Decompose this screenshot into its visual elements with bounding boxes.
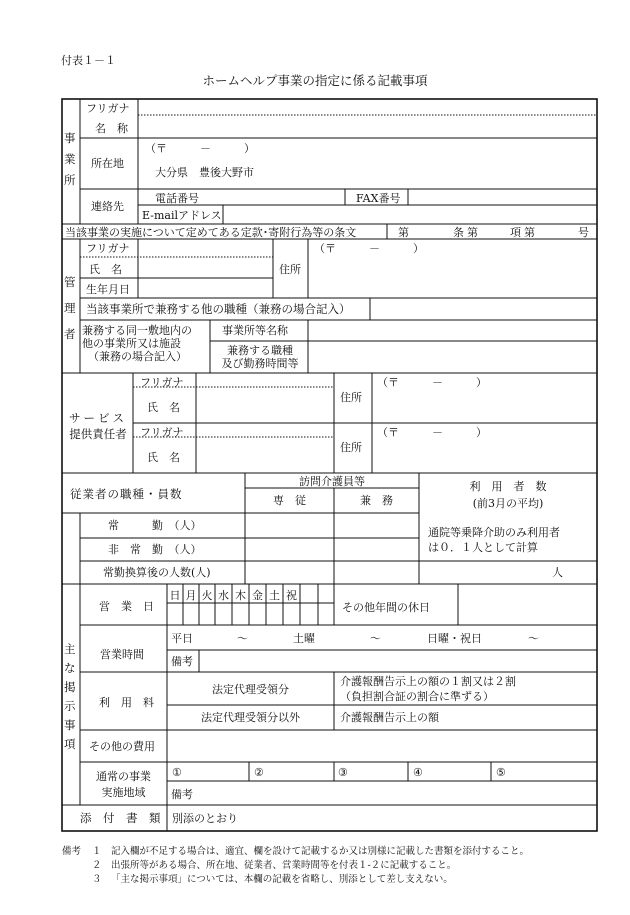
- hours-remarks-field[interactable]: [200, 651, 596, 671]
- note-3-num: ３: [92, 874, 102, 885]
- other-holidays-label: その他年間の休日: [342, 601, 430, 614]
- person-unit: 人: [552, 566, 563, 579]
- fulltime-staff-label: 常 勤 （人）: [108, 519, 202, 532]
- users-note: 通院等乗降介助のみ利用者 は０．１人として計算: [428, 526, 560, 554]
- manager-concurrent-label: 当該事業所で兼務する他の職種（兼務の場合記入）: [86, 302, 351, 316]
- weekday-label: 平日: [171, 632, 193, 645]
- service-area-label: 通常の事業 実施地域: [96, 770, 151, 799]
- sm1-name-field[interactable]: [197, 388, 333, 422]
- area-5-num: ⑤: [496, 766, 506, 779]
- office-section-label: 事 業 所: [64, 131, 76, 187]
- phone-label: 電話番号: [155, 192, 199, 205]
- email-label: E-mailアドレス: [142, 209, 222, 222]
- users-count-field[interactable]: [420, 562, 550, 583]
- staff-header-label: 従業者の職種・員数: [70, 487, 183, 501]
- day-thu: 木: [235, 589, 246, 602]
- area-4-num: ④: [413, 766, 423, 779]
- parttime-concurrent-field[interactable]: [335, 539, 418, 560]
- area-remarks-label: 備考: [171, 788, 193, 801]
- attachments-value: 別添のとおり: [172, 812, 238, 825]
- hours-remarks-label: 備考: [171, 655, 193, 668]
- sm2-furigana-label: フリガナ: [140, 426, 184, 439]
- articles-dai3: 第: [524, 226, 535, 239]
- office-contact-label: 連絡先: [91, 200, 124, 213]
- articles-gou: 号: [578, 226, 589, 239]
- table-number: 付表１－１: [61, 54, 116, 67]
- sm2-postal-mark: （〒 － ）: [377, 426, 487, 439]
- day-mon: 月: [185, 589, 197, 602]
- concurrent-label: 兼 務: [360, 494, 393, 507]
- office-furigana-label: フリガナ: [86, 102, 130, 115]
- sm1-name-label: 氏 名: [147, 401, 180, 414]
- manager-postal-mark: （〒 － ）: [314, 242, 424, 255]
- non-proxy-desc: 介護報酬告示上の額: [340, 711, 439, 724]
- area-2-num: ②: [254, 766, 264, 779]
- fulltime-label: 専 従: [273, 494, 306, 507]
- saturday-tilde: ～: [370, 632, 381, 645]
- area-3-num: ③: [338, 766, 348, 779]
- parttime-dedicated-field[interactable]: [246, 539, 333, 560]
- note-3-text: 「主な掲示事項」については、本欄の記載を省略し、別添として差し支えない。: [111, 874, 453, 885]
- articles-kou: 項: [510, 226, 521, 239]
- other-fees-label: その他の費用: [89, 740, 155, 753]
- non-proxy-label: 法定代理受領分以外: [201, 711, 300, 724]
- sm2-address-label: 住所: [340, 441, 362, 454]
- day-sat: 土: [269, 589, 280, 602]
- office-address-label: 所在地: [91, 157, 124, 170]
- manager-birth-field[interactable]: [139, 279, 272, 297]
- manager-name-label: 氏 名: [89, 263, 122, 276]
- office-furigana-field[interactable]: [139, 100, 596, 114]
- attachments-label: 添 付 書 類: [80, 811, 161, 825]
- notes-head: 備考: [62, 846, 82, 857]
- weekday-tilde: ～: [237, 632, 248, 645]
- fulltime-dedicated-field[interactable]: [246, 514, 333, 537]
- sm1-furigana-label: フリガナ: [140, 376, 184, 389]
- area-1-num: ①: [172, 766, 182, 779]
- manager-birth-label: 生年月日: [86, 283, 130, 296]
- day-holiday: 祝: [286, 589, 297, 602]
- converted-staff-label: 常勤換算後の人数(人): [103, 566, 211, 579]
- service-manager-label: サービス 提供責任者: [69, 411, 127, 441]
- office-name-label: 名 称: [95, 122, 128, 135]
- manager-furigana-label: フリガナ: [86, 242, 130, 255]
- email-field[interactable]: [224, 206, 596, 223]
- articles-label: 当該事業の実施について定めてある定款･寄附行為等の条文: [65, 226, 357, 239]
- articles-dai2: 第: [467, 226, 478, 239]
- day-fri: 金: [252, 589, 263, 602]
- other-office-label: 兼務する同一敷地内の 他の事業所又は施設 （兼務の場合記入）: [82, 324, 192, 363]
- business-days-label: 営 業 日: [99, 600, 154, 613]
- visit-caregiver-label: 訪問介護員等: [299, 475, 365, 488]
- day-sun: 日: [169, 589, 181, 602]
- sm2-name-label: 氏 名: [147, 451, 180, 464]
- parttime-staff-label: 非 常 勤 （人）: [108, 543, 202, 556]
- concurrent-job-label: 兼務する職種 及び勤務時間等: [221, 344, 299, 370]
- note-2-text: 出張所等がある場合、所在地、従業者、営業時間等を付表１-２に記載すること。: [111, 860, 457, 871]
- manager-address-label: 住所: [279, 263, 301, 276]
- day-tue: 火: [201, 589, 213, 602]
- manager-name-field[interactable]: [139, 258, 272, 277]
- saturday-label: 土曜: [293, 632, 315, 645]
- manager-section-label: 管 理 者: [64, 275, 76, 341]
- sm1-postal-mark: （〒 － ）: [377, 376, 487, 389]
- manager-concurrent-field[interactable]: [371, 299, 596, 319]
- main-items-section-label: 主 な 掲 示 事 項: [64, 642, 76, 751]
- other-holidays-field[interactable]: [459, 585, 596, 624]
- proxy-desc: 介護報酬告示上の額の１割又は２割 （負担割合証の割合に準ずる）: [340, 675, 516, 703]
- users-label: 利 用 者 数 (前3月の平均): [469, 480, 547, 510]
- day-wed: 水: [218, 589, 229, 602]
- fee-label: 利 用 料: [99, 696, 154, 709]
- office-address-value: 大分県 豊後大野市: [155, 166, 254, 179]
- page-title: ホームヘルプ事業の指定に係る記載事項: [202, 73, 428, 88]
- business-hours-label: 営業時間: [100, 648, 144, 661]
- note-1-num: １: [92, 846, 102, 857]
- sunday-tilde: ～: [528, 632, 539, 645]
- note-1-text: 記入欄が不足する場合は、適宜、欄を設けて記載するか又は別様に記載した書類を添付すること。: [111, 846, 530, 857]
- fax-field[interactable]: [409, 190, 596, 204]
- articles-dai: 第: [398, 226, 409, 239]
- fulltime-concurrent-field[interactable]: [335, 514, 418, 537]
- sm1-address-label: 住所: [340, 391, 362, 404]
- other-fees-field[interactable]: [168, 731, 596, 761]
- note-2-num: ２: [92, 860, 102, 871]
- proxy-label: 法定代理受領分: [212, 683, 289, 696]
- sunday-label: 日曜・祝日: [427, 632, 482, 645]
- office-postal-mark: （〒 － ）: [145, 142, 255, 155]
- office-name-label-2: 事業所等名称: [222, 324, 288, 337]
- articles-jo: 条: [453, 226, 464, 239]
- fax-label: FAX番号: [356, 192, 401, 205]
- office-name-field[interactable]: [139, 116, 596, 137]
- sm2-name-field[interactable]: [197, 438, 333, 472]
- manager-furigana-field[interactable]: [139, 240, 272, 256]
- area-remarks-field[interactable]: [200, 782, 596, 804]
